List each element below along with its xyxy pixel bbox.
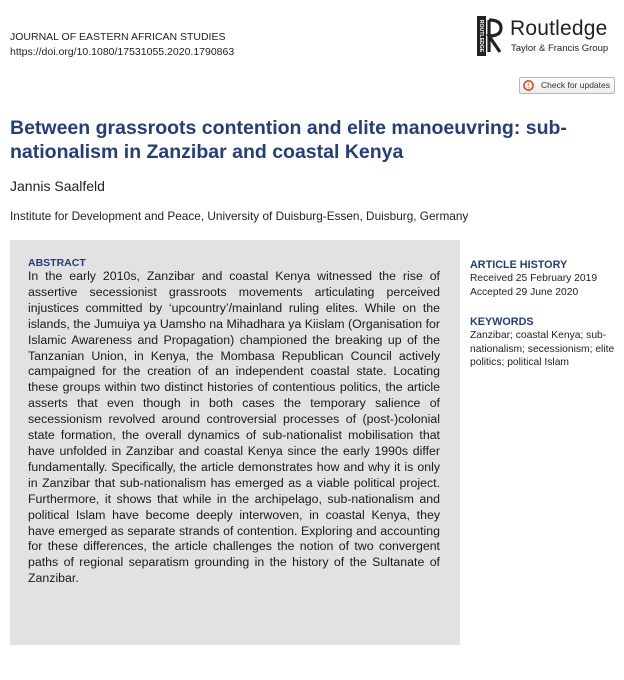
check-updates-icon [523, 80, 534, 91]
author-name: Jannis Saalfeld [10, 178, 105, 194]
article-history-heading: ARTICLE HISTORY [470, 259, 568, 271]
accepted-date: Accepted 29 June 2020 [470, 287, 579, 298]
check-for-updates-button[interactable] [519, 77, 615, 94]
logo-vertical-text: ROUTLEDGE [478, 19, 485, 53]
publisher-name: Routledge [510, 17, 608, 40]
journal-name: JOURNAL OF EASTERN AFRICAN STUDIES [10, 31, 226, 43]
publisher-group: Taylor & Francis Group [511, 43, 609, 54]
author-affiliation: Institute for Development and Peace, University of Duisburg-Essen, Duisburg, Germany [10, 209, 469, 223]
article-sidebar [470, 258, 620, 370]
abstract-panel [10, 240, 460, 645]
abstract-heading: ABSTRACT [28, 257, 86, 269]
check-updates-label: Check for updates [541, 80, 610, 90]
keywords-heading: KEYWORDS [470, 316, 534, 328]
publisher-logo [477, 16, 617, 58]
keywords-list: Zanzibar; coastal Kenya; sub-nationalism; secessionism; elite politics; political Islam [470, 330, 615, 369]
doi-link[interactable]: https://doi.org/10.1080/17531055.2020.1790863 [10, 46, 235, 58]
abstract-text: In the early 2010s, Zanzibar and coastal Kenya witnessed the rise of assertive secessionist grassroots movements articulating perceived injustices committed by ‘upcountry’/mainland ruling elites. While on the islands, the Jumuiya ya Uamsho na Mihadhara ya Kiislam (Organisation for Islamic Awareness and Propagation) championed the breaking up of the Tanzanian Union, in Kenya, the Mombasa Republican Council actively campaigned for the creation of an independent coastal state. Locating these groups within two distinct histories of contentious politics, the article asserts that even though in both cases the temporary salience of secessionism revolved around controversial processes of (post-)colonial state formation, the overall dynamics of sub-nationalist mobilisation that have unfolded in Zanzibar and coastal Kenya since the early 1990s differ fundamentally. Specifically, the article demonstrates how and why it is only in Zanzibar that sub-nationalism has emerged as a viable political project. Furthermore, it shows that while in the archipelago, sub-nationalism and political Islam have become deeply interwoven, in coastal Kenya, they have emerged as separate strands of contention. Exploring and accounting for these differences, the article challenges the notion of two convergent paths of regional separatism grounding in the history of the Sultanate of Zanzibar. [28, 269, 440, 586]
article-title: Between grassroots contention and elite manoeuvring: sub-nationalism in Zanzibar and coastal Kenya [10, 117, 567, 163]
routledge-logo-icon [477, 16, 503, 56]
received-date: Received 25 February 2019 [470, 273, 598, 284]
journal-header [10, 30, 234, 60]
